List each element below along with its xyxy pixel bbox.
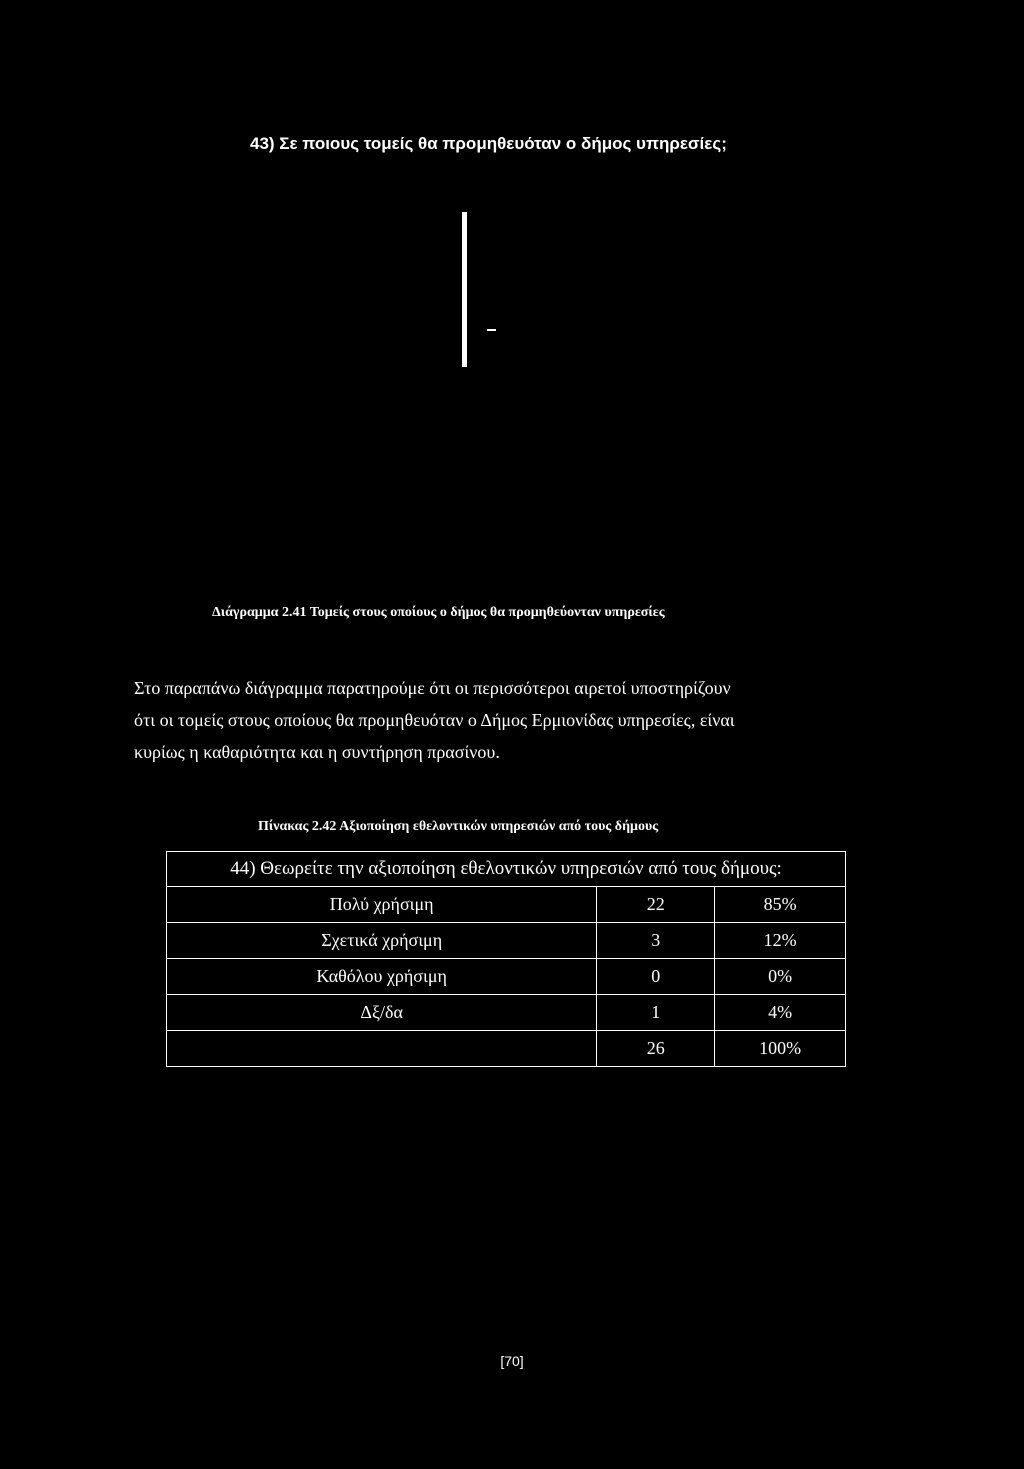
paragraph-line-2: ότι οι τομείς στους οποίους θα προμηθευόταν ο Δήμος Ερμιονίδας υπηρεσίες, είναι [134, 710, 735, 730]
chart-tick-mark [487, 329, 496, 331]
row-label: Δξ/δα [167, 995, 597, 1031]
row-label [167, 1031, 597, 1067]
row-label: Πολύ χρήσιμη [167, 887, 597, 923]
analysis-paragraph [134, 672, 894, 768]
table-caption: Πίνακας 2.42 Αξιοποίηση εθελοντικών υπηρεσιών από τους δήμους [258, 819, 659, 834]
total-percent: 100% [715, 1031, 846, 1067]
paragraph-line-3: κυρίως η καθαριότητα και η συντήρηση πρασίνου. [134, 742, 500, 762]
table-row [167, 887, 846, 923]
total-count: 26 [597, 1031, 715, 1067]
row-percent: 85% [715, 887, 846, 923]
diagram-2-41 [440, 200, 530, 380]
table-header-row [167, 852, 846, 887]
page-number: [70] [500, 1353, 524, 1369]
row-percent: 4% [715, 995, 846, 1031]
row-percent: 12% [715, 923, 846, 959]
row-count: 22 [597, 887, 715, 923]
table-row [167, 995, 846, 1031]
chart-axis-bar [462, 212, 467, 367]
table-row [167, 959, 846, 995]
paragraph-line-1: Στο παραπάνω διάγραμμα παρατηρούμε ότι οι περισσότεροι αιρετοί υποστηρίζουν [134, 678, 731, 698]
row-percent: 0% [715, 959, 846, 995]
row-count: 3 [597, 923, 715, 959]
volunteer-services-table [166, 851, 846, 1067]
table-row [167, 923, 846, 959]
table-total-row [167, 1031, 846, 1067]
diagram-caption: Διάγραμμα 2.41 Τομείς στους οποίους ο δήμος θα προμηθεύονταν υπηρεσίες [212, 605, 665, 620]
question-43-title: 43) Σε ποιους τομείς θα προμηθευόταν ο δήμος υπηρεσίες; [250, 134, 727, 153]
row-count: 1 [597, 995, 715, 1031]
row-label: Σχετικά χρήσιμη [167, 923, 597, 959]
row-count: 0 [597, 959, 715, 995]
row-label: Καθόλου χρήσιμη [167, 959, 597, 995]
table-header-question: 44) Θεωρείτε την αξιοποίηση εθελοντικών υπηρεσιών από τους δήμους: [167, 852, 846, 887]
